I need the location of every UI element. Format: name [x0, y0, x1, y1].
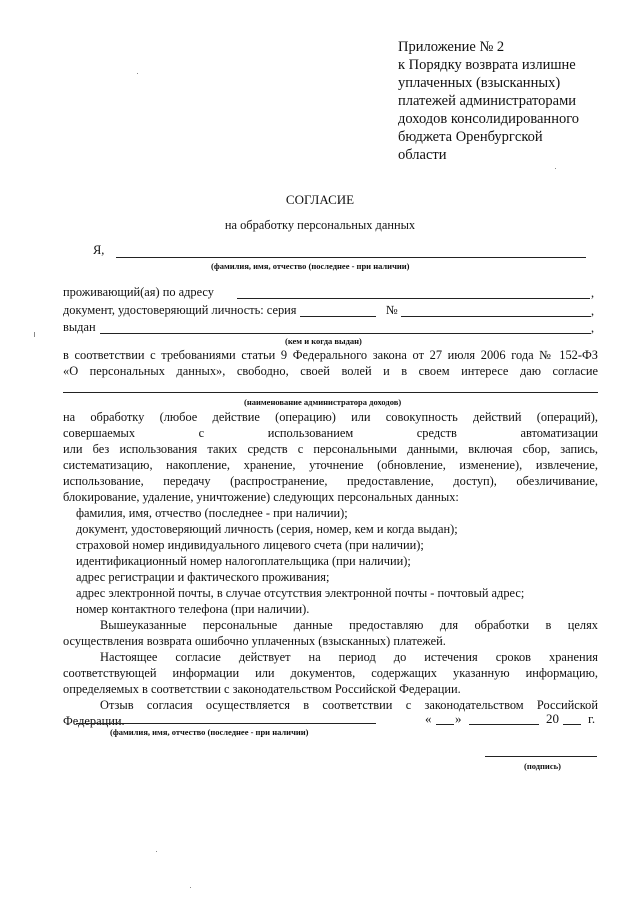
ya-label: Я, — [93, 243, 105, 257]
data-list-item: страховой номер индивидуального лицевого счета (при наличии); — [76, 538, 424, 552]
date-open-quote: « — [425, 711, 432, 726]
doc-label: документ, удостоверяющий личность: серия — [63, 303, 297, 317]
para2-line-1: Вышеуказанные персональные данные предоставляю для обработки в целях — [100, 618, 598, 632]
appendix-line: области — [398, 147, 447, 163]
appendix-line: уплаченных (взысканных) — [398, 75, 561, 91]
para4-line-1: Отзыв согласия осуществляется в соответствии с законодательством Российской — [100, 698, 598, 712]
signature-field[interactable] — [485, 756, 597, 757]
para3-line-1: Настоящее согласие действует на период до истечения сроков хранения — [100, 650, 598, 664]
law-line-1: в соответствии с требованиями статьи 9 Федерального закона от 27 июля 2006 года № 152-ФЗ — [63, 348, 598, 362]
document-title: СОГЛАСИЕ — [285, 192, 355, 207]
admin-caption: (наименование администратора доходов) — [244, 397, 402, 407]
appendix-line: бюджета Оренбургской — [398, 129, 543, 145]
signature-caption: (подпись) — [524, 761, 561, 771]
issued-label: выдан — [63, 320, 96, 334]
doc-number-field[interactable] — [401, 316, 591, 317]
date-day-field[interactable] — [436, 724, 454, 725]
data-list-item: номер контактного телефона (при наличии). — [76, 602, 310, 616]
para1-line: или без использования таких средств с персональными данными, включая сбор, запись, — [63, 442, 598, 456]
data-list-item: адрес электронной почты, в случае отсутствия электронной почты - почтовый адрес; — [76, 586, 525, 600]
fio-field[interactable] — [116, 257, 586, 258]
appendix-line: к Порядку возврата излишне — [398, 57, 576, 73]
address-label: проживающий(ая) по адресу — [63, 285, 214, 299]
doc-series-field[interactable] — [300, 316, 376, 317]
para1-line: на обработку (любое действие (операцию) или совокупность действий (операций), — [63, 410, 598, 424]
para1-last-line: блокирование, удаление, уничтожение) следующих персональных данных: — [63, 490, 459, 504]
date-close-quote: » — [455, 711, 462, 726]
issued-caption: (кем и когда выдан) — [285, 336, 362, 346]
appendix-line: Приложение № 2 — [398, 39, 505, 55]
data-list-item: документ, удостоверяющий личность (серия, номер, кем и когда выдан); — [76, 522, 458, 536]
para4-line-2: Федерации. — [63, 714, 125, 728]
appendix-line: платежей администраторами — [398, 93, 577, 109]
fio-caption: (фамилия, имя, отчество (последнее - при наличии) — [211, 261, 410, 271]
appendix-block — [398, 38, 579, 164]
date-month-field[interactable] — [469, 724, 539, 725]
data-list-item: адрес регистрации и фактического проживания; — [76, 570, 330, 584]
law-line-2: «О персональных данных», свободно, своей волей и в своем интересе даю согласие — [63, 364, 598, 378]
para3-line-3: определяемых в соответствии с законодательством Российской Федерации. — [63, 682, 461, 696]
issued-field[interactable] — [100, 333, 591, 334]
year-prefix: 20 — [546, 711, 559, 726]
para1-line: систематизацию, накопление, хранение, уточнение (обновление, изменение), извлечение, — [63, 458, 598, 472]
comma: , — [591, 286, 595, 300]
comma: , — [591, 304, 595, 318]
date-year-field[interactable] — [563, 724, 581, 725]
para1-line: использование, передачу (распространение, предоставление, доступ), обезличивание, — [63, 474, 598, 488]
signature-fio-caption: (фамилия, имя, отчество (последнее - при наличии) — [110, 727, 309, 737]
para1-line: совершаемых с использованием средств автоматизации — [63, 426, 598, 440]
para2-line-2: осуществления возврата ошибочно уплаченных (взысканных) платежей. — [63, 634, 446, 648]
signature-fio-field[interactable] — [76, 723, 376, 724]
address-field[interactable] — [237, 298, 590, 299]
number-sign: № — [386, 303, 398, 317]
admin-field[interactable] — [63, 392, 598, 393]
year-suffix: г. — [588, 711, 596, 726]
data-list-item: идентификационный номер налогоплательщика (при наличии); — [76, 554, 411, 568]
para3-line-2: соответствующей информации или документов, содержащих указанную информацию, — [63, 666, 598, 680]
data-list-item: фамилия, имя, отчество (последнее - при наличии); — [76, 506, 348, 520]
document-subtitle: на обработку персональных данных — [224, 218, 416, 232]
appendix-line: доходов консолидированного — [398, 111, 580, 127]
comma: , — [591, 321, 595, 335]
